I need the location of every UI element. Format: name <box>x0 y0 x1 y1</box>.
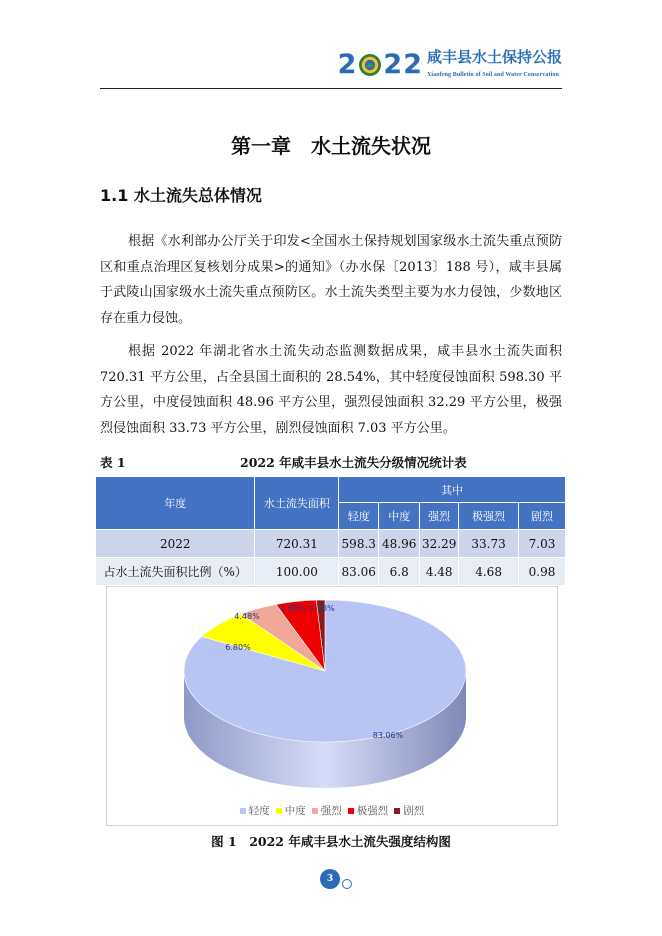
legend-swatch <box>276 808 282 814</box>
table-cell: 598.3 <box>339 530 379 558</box>
legend-item <box>312 803 342 818</box>
table-cell: 48.96 <box>379 530 420 558</box>
pie-data-label: 6.80% <box>225 643 251 652</box>
table-cell: 6.8 <box>379 558 420 586</box>
section-title: 1.1 水土流失总体情况 <box>100 186 262 205</box>
table-header-intense: 强烈 <box>420 503 459 530</box>
page-bubble-decoration <box>342 879 352 889</box>
legend-label: 中度 <box>284 805 306 817</box>
chart-legend <box>107 803 557 818</box>
year-digit: 2 <box>403 49 423 80</box>
legend-label: 剧烈 <box>403 805 425 817</box>
legend-item <box>394 803 424 818</box>
pie-chart <box>107 587 557 825</box>
page-header <box>100 40 562 89</box>
table-cell: 83.06 <box>339 558 379 586</box>
pie-data-label: 4.68% <box>280 604 306 613</box>
legend-item <box>276 803 306 818</box>
pie-chart-figure <box>106 586 558 826</box>
table-header-year: 年度 <box>96 477 255 530</box>
legend-swatch <box>394 808 400 814</box>
table-cell: 4.68 <box>459 558 519 586</box>
erosion-stats-table <box>95 476 566 586</box>
legend-label: 强烈 <box>320 805 342 817</box>
publication-title-en: Xianfeng Bulletin of Soil and Water Conservation <box>426 72 559 78</box>
legend-item <box>348 803 389 818</box>
table-row <box>96 558 566 586</box>
pie-data-label: 4.48% <box>234 612 260 621</box>
table-cell: 100.00 <box>255 558 339 586</box>
table-header-very-intense: 极强烈 <box>459 503 519 530</box>
body-paragraph: 根据《水利部办公厅关于印发<全国水土保持规划国家级水土流失重点预防区和重点治理区复核划分成果>的通知》（办水保〔2013〕188 号），咸丰县属于武陵山国家级水土流失重点预防区。水土流失类型主要为水力侵蚀，少数地区存在重力侵蚀。 <box>100 234 562 326</box>
soil-conservation-emblem-icon <box>358 53 382 77</box>
table-cell: 4.48 <box>420 558 459 586</box>
table-header-moderate: 中度 <box>379 503 420 530</box>
pie-data-label: 83.06% <box>372 731 404 740</box>
table-cell: 0.98 <box>519 558 566 586</box>
table-cell: 32.29 <box>420 530 459 558</box>
legend-item <box>240 803 270 818</box>
publication-title-block <box>427 50 562 82</box>
legend-swatch <box>312 808 318 814</box>
legend-label: 极强烈 <box>356 805 389 817</box>
table-header-group: 其中 <box>339 477 566 503</box>
table-cell: 2022 <box>96 530 255 558</box>
table-cell: 720.31 <box>255 530 339 558</box>
chapter-title: 第一章 水土流失状况 <box>231 134 431 158</box>
table-number: 表 1 <box>100 455 126 470</box>
table-cell: 33.73 <box>459 530 519 558</box>
table-header-severe: 剧烈 <box>519 503 566 530</box>
publication-title-cn: 咸丰县水土保持公报 <box>426 48 562 66</box>
pie-data-label: 0.98% <box>309 604 335 613</box>
legend-swatch <box>240 808 246 814</box>
figure-caption: 图 1 2022 年咸丰县水土流失强度结构图 <box>211 834 451 849</box>
table-row <box>96 530 566 558</box>
table-cell: 占水土流失面积比例（%） <box>96 558 255 586</box>
table-header-total: 水土流失面积 <box>255 477 339 530</box>
year-digit: 2 <box>337 49 358 80</box>
page-number: 3 <box>320 869 340 889</box>
publication-brand <box>338 50 562 82</box>
table-cell: 7.03 <box>519 530 566 558</box>
legend-swatch <box>348 808 354 814</box>
table-header-slight: 轻度 <box>339 503 379 530</box>
body-paragraph: 根据 2022 年湖北省水土流失动态监测数据成果，咸丰县水土流失面积 720.31 平方公里，占全县国土面积的 28.54%，其中轻度侵蚀面积 598.30 平方公里，中度侵蚀面积 48.96 平方公里，强烈侵蚀面积 32.29 平方公里，极强烈侵蚀面积 33.73 平方公里，剧烈侵蚀面积 7.03 平方公里。 <box>100 344 562 436</box>
table-title: 2022 年咸丰县水土流失分级情况统计表 <box>240 455 467 470</box>
legend-label: 轻度 <box>248 805 270 817</box>
year-digit: 2 <box>383 49 404 80</box>
year-logo <box>338 50 423 80</box>
